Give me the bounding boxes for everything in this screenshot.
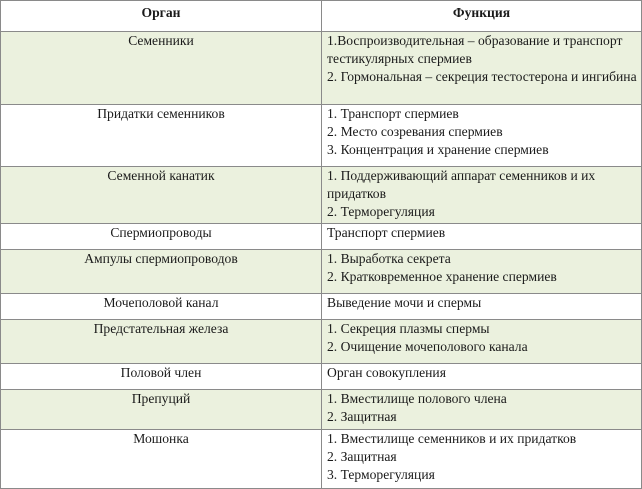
function-cell — [322, 32, 642, 105]
table-row — [1, 390, 642, 430]
function-line: 2. Терморегуляция — [327, 204, 435, 219]
function-line: 3. Терморегуляция — [327, 467, 435, 482]
function-line: 1. Вместилище полового члена — [327, 391, 507, 406]
function-line: 2. Место созревания спермиев — [327, 124, 503, 139]
organ-cell: Предстательная железа — [1, 320, 322, 364]
table-header — [1, 1, 642, 32]
table-row — [1, 294, 642, 320]
function-cell — [322, 167, 642, 224]
function-line: 2. Гормональная – секреция тестостерона и ингибина — [327, 69, 637, 84]
function-line: Выведение мочи и спермы — [327, 295, 482, 310]
function-line: 1. Транспорт спермиев — [327, 106, 459, 121]
function-cell — [322, 364, 642, 390]
column-header-function: Функция — [322, 1, 642, 32]
function-line: 1. Поддерживающий аппарат семенников и их придатков — [327, 168, 596, 201]
function-line: 1. Выработка секрета — [327, 251, 451, 266]
organ-cell: Семенной канатик — [1, 167, 322, 224]
organ-cell: Мочеполовой канал — [1, 294, 322, 320]
function-line: 2. Кратковременное хранение спермиев — [327, 269, 557, 284]
table-row — [1, 430, 642, 489]
function-cell — [322, 224, 642, 250]
table-row — [1, 105, 642, 167]
function-line: 1. Секреция плазмы спермы — [327, 321, 490, 336]
function-cell — [322, 430, 642, 489]
organ-cell: Ампулы спермиопроводов — [1, 250, 322, 294]
function-line: 3. Концентрация и хранение спермиев — [327, 142, 549, 157]
function-cell — [322, 250, 642, 294]
organ-cell: Препуций — [1, 390, 322, 430]
function-line: Транспорт спермиев — [327, 225, 446, 240]
function-line: 1.Воспроизводительная – образование и транспорт тестикулярных спермиев — [327, 33, 623, 66]
function-cell — [322, 105, 642, 167]
column-header-organ: Орган — [1, 1, 322, 32]
table-row — [1, 167, 642, 224]
function-line: Орган совокупления — [327, 365, 446, 380]
organ-cell: Придатки семенников — [1, 105, 322, 167]
function-line: 1. Вместилище семенников и их придатков — [327, 431, 577, 446]
function-line: 2. Очищение мочеполового канала — [327, 339, 528, 354]
table-row — [1, 250, 642, 294]
function-line: 2. Защитная — [327, 449, 397, 464]
organ-cell: Спермиопроводы — [1, 224, 322, 250]
table-row — [1, 32, 642, 105]
table-body — [1, 32, 642, 489]
table-row — [1, 224, 642, 250]
table-row — [1, 364, 642, 390]
function-cell — [322, 390, 642, 430]
function-cell — [322, 320, 642, 364]
organ-cell: Семенники — [1, 32, 322, 105]
function-line: 2. Защитная — [327, 409, 397, 424]
function-cell — [322, 294, 642, 320]
organ-cell: Половой член — [1, 364, 322, 390]
organ-cell: Мошонка — [1, 430, 322, 489]
table-row — [1, 320, 642, 364]
